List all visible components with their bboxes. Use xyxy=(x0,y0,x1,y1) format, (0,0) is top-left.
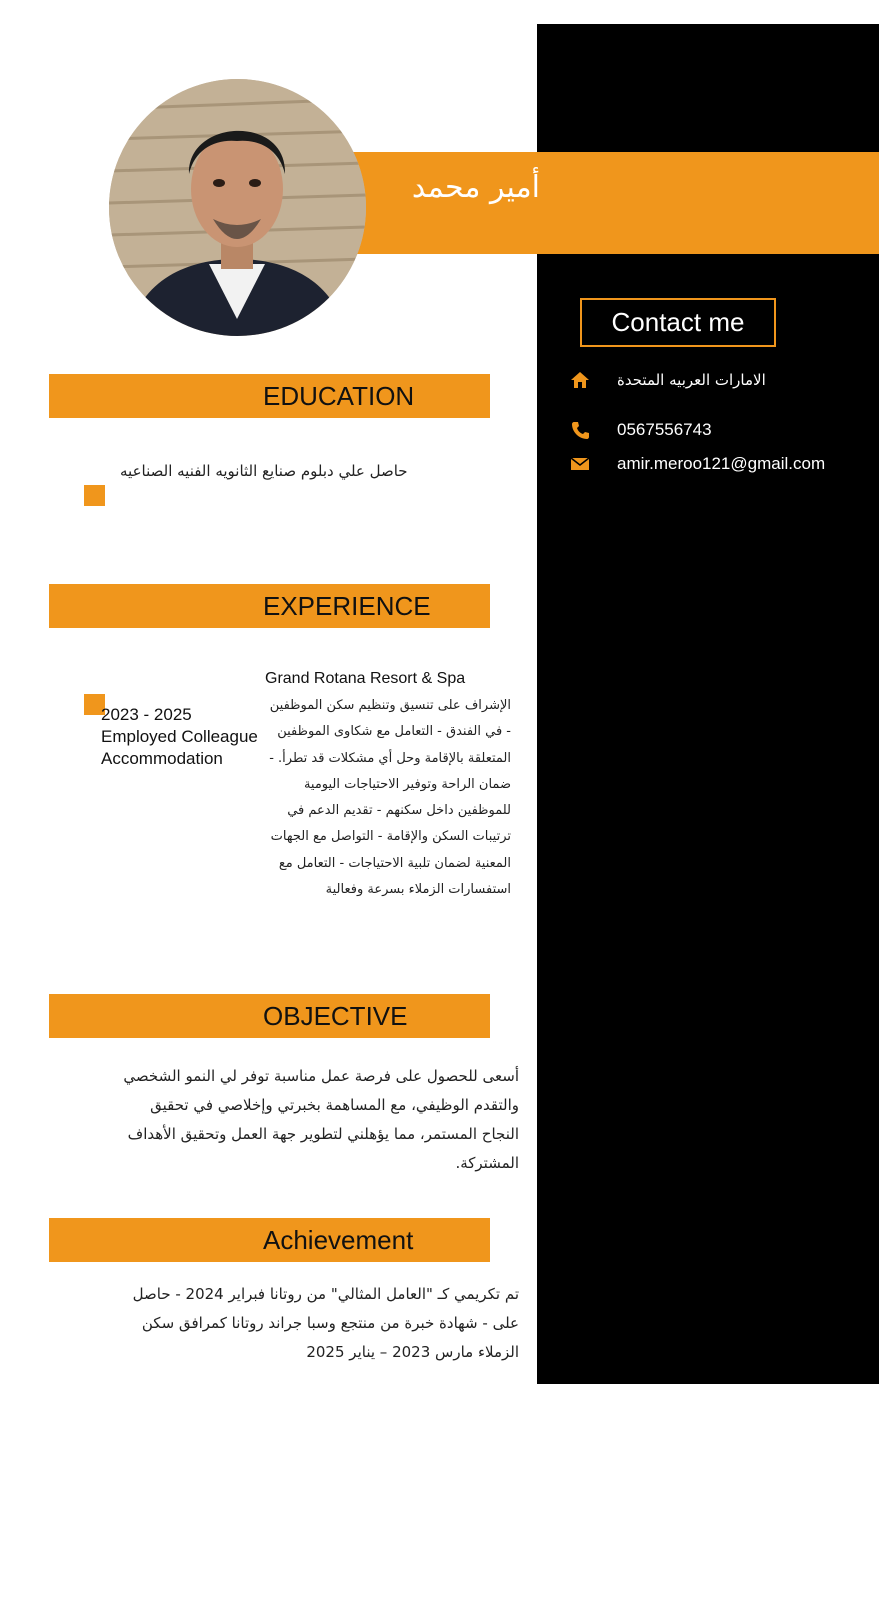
experience-heading xyxy=(49,584,490,628)
experience-role-line2: Accommodation xyxy=(101,749,223,768)
contact-title: Contact me xyxy=(580,298,776,347)
address-text: الامارات العربيه المتحدة xyxy=(617,371,766,389)
objective-heading xyxy=(49,994,490,1038)
email-text[interactable]: amir.meroo121@gmail.com xyxy=(617,454,826,473)
objective-title: OBJECTIVE xyxy=(263,1001,408,1031)
address-row xyxy=(570,370,766,390)
achievement-title: Achievement xyxy=(263,1225,414,1255)
phone-icon xyxy=(570,420,590,440)
home-icon xyxy=(570,370,590,390)
experience-dates: 2023 - 2025 xyxy=(101,705,192,724)
experience-summary xyxy=(101,704,258,770)
email-row xyxy=(570,454,825,474)
email-icon xyxy=(570,454,590,474)
education-heading xyxy=(49,374,490,418)
achievement-heading xyxy=(49,1218,490,1262)
experience-description: الإشراف على تنسيق وتنظيم سكن الموظفين - في الفندق - التعامل مع شكاوى الموظفين المتعلقة بالإقامة وحل أي مشكلات قد تطرأ. - ضمان الراحة وتوفير الاحتياجات اليومية للموظفين داخل سكنهم - تقديم الدعم في ترتيبات السكن والإقامة - التواصل مع الجهات المعنية لضمان تلبية الاحتياجات - التعامل مع استفسارات الزملاء بسرعة وفعالية xyxy=(269,698,511,898)
achievement-text: تم تكريمي كـ "العامل المثالي" من روتانا فبراير 2024 - حاصل على - شهادة خبرة من منتجع وسبا جراند روتانا كمرافق سكن الزملاء مارس 2023 – يناير 2025 xyxy=(132,1285,519,1361)
phone-text[interactable]: 0567556743 xyxy=(617,420,712,439)
experience-company: Grand Rotana Resort & Spa xyxy=(265,670,466,687)
experience-title: EXPERIENCE xyxy=(263,591,431,621)
profile-photo xyxy=(109,79,366,336)
experience-role-line1: Employed Colleague xyxy=(101,727,258,746)
education-text: حاصل علي دبلوم صنايع الثانويه الفنيه الصناعيه xyxy=(120,462,408,480)
person-name: أمير محمد xyxy=(411,170,540,205)
objective-text: أسعى للحصول على فرصة عمل مناسبة توفر لي النمو الشخصي والتقدم الوظيفي، مع المساهمة بخبرتي وإخلاصي في تحقيق النجاح المستمر، مما يؤهلني لتطوير جهة العمل وتحقيق الأهداف المشتركة. xyxy=(123,1067,519,1172)
phone-row xyxy=(570,420,712,440)
education-bullet xyxy=(84,485,105,506)
portrait-illustration xyxy=(109,79,366,336)
education-title: EDUCATION xyxy=(263,381,415,411)
